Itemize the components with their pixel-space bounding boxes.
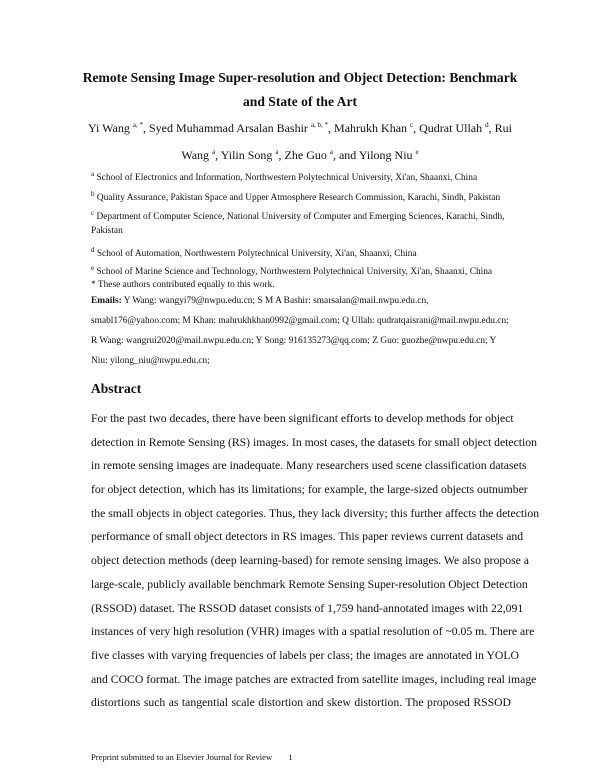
author-mark: e	[415, 148, 419, 156]
author-mark: a	[212, 148, 216, 156]
abstract-line: for object detection, which has its limitations; for example, the large-sized objects outnumber	[91, 483, 528, 497]
author-line: Yi Wang $^{a, *}$, Syed Muhammad Arsalan Bashir $^{a, b, *}$, Mahrukh Khan $^c$, Qudrat Ullah $^d$, Rui	[88, 121, 512, 135]
emails-label: Emails:	[91, 296, 122, 306]
affiliation	[91, 207, 531, 223]
abstract-line: the small objects in object categories. Thus, they lack diversity; this further affects the detection	[91, 506, 540, 520]
author-mark: a	[275, 148, 279, 156]
note-text: These authors contributed equally to this work.	[97, 280, 275, 290]
abstract-line: (RSSOD) dataset. The RSSOD dataset consists of 1,759 hand-annotated images with 22,091	[91, 601, 524, 615]
abstract-line: detection in Remote Sensing (RS) images. In most cases, the datasets for small object detection	[91, 435, 537, 449]
affiliation	[91, 244, 531, 260]
title-line: and State of the Art	[242, 94, 358, 109]
affiliation-text: School of Electronics and Information, Northwestern Polytechnical University, Xi'an, Shaanxi, China	[96, 173, 478, 184]
author-mark: a	[329, 148, 333, 156]
affiliation	[91, 262, 531, 278]
author-list	[70, 113, 530, 167]
abstract-line: performance of small object detectors in RS images. This paper reviews current datasets and	[91, 530, 524, 544]
paper-title	[70, 66, 530, 114]
email-line: R Wang: wangrui2020@mail.nwpu.edu.cn; Y Song: 916135273@qq.com; Z Guo: guozhe@nwpu.edu.cn; Y	[91, 336, 497, 346]
affiliation-text: Department of Computer Science, National University of Computer and Emerging Sciences, Karachi, Sindh,	[96, 212, 505, 223]
abstract-line: object detection methods (deep learning-based) for remote sensing images. We also propose a	[91, 554, 529, 568]
affiliation-mark: e	[91, 264, 95, 272]
author-mark: d	[485, 121, 489, 129]
author: Mahrukh Khan	[334, 121, 408, 135]
author: Qudrat Ullah	[419, 121, 483, 135]
affiliation	[91, 168, 531, 184]
author: and Yilong Niu	[338, 148, 413, 162]
page-number: 1	[288, 752, 293, 762]
affiliation-mark: c	[91, 209, 95, 217]
affiliation-text: School of Automation, Northwestern Polytechnical University, Xi'an, Shaanxi, China	[96, 249, 417, 260]
abstract-line: five classes with varying frequencies of labels per class; the images are annotated in YOLO	[91, 648, 519, 662]
author-line: Wang $^a$, Yilin Song $^a$, Zhe Guo $^a$, and Yilong Niu $^e$	[181, 148, 419, 162]
abstract-line: distortions such as tangential scale distortion and skew distortion. The proposed RSSOD	[91, 696, 511, 710]
email-line	[91, 291, 541, 311]
affiliation-text: School of Marine Science and Technology, Northwestern Polytechnical University, Xi'an, Shaanxi, China	[96, 267, 493, 278]
note-mark: *	[91, 280, 96, 290]
email-line: Niu: yilong_niu@nwpu.edu.cn;	[91, 356, 210, 366]
emails	[91, 291, 541, 371]
abstract-line: in remote sensing images are inadequate. Many researchers used scene classification datasets	[91, 459, 527, 473]
abstract-line: large-scale, publicly available benchmark Remote Sensing Super-resolution Object Detection	[91, 577, 528, 591]
author-mark: c	[410, 121, 414, 129]
author: Rui	[494, 121, 512, 135]
email-line: smabl176@yahoo.com; M Khan: mahrukhkhan0992@gmail.com; Q Ullah: qudratqaisrani@mail.nwpu.edu.cn;	[91, 316, 509, 326]
author-mark: a, *	[132, 121, 143, 129]
abstract-line: For the past two decades, there have been significant efforts to develop methods for object	[91, 412, 514, 425]
abstract-body	[91, 412, 540, 720]
abstract-line: instances of very high resolution (VHR) images with a spatial resolution of ~0.05 m. There are	[91, 625, 535, 639]
equal-contribution-note	[91, 279, 531, 291]
abstract-line: and COCO format. The image patches are extracted from satellite images, including real image	[91, 672, 537, 686]
footer-text: Preprint submitted to an Elsevier Journal for Review	[91, 752, 273, 762]
email-text: Y Wang: wangyi79@nwpu.edu.cn; S M A Bashir: smarsalan@mail.nwpu.edu.cn,	[123, 296, 429, 306]
page-footer	[91, 752, 293, 762]
affiliation-mark: b	[91, 190, 95, 198]
affiliation-text: Quality Assurance, Pakistan Space and Upper Atmosphere Research Commission, Karachi, Sindh, Pakistan	[96, 193, 501, 204]
author-mark: a, b, *	[310, 121, 329, 129]
title-line: Remote Sensing Image Super-resolution and Object Detection: Benchmark	[82, 70, 518, 85]
author: Yilin Song	[220, 148, 273, 162]
affiliation-continued: Pakistan	[91, 226, 123, 236]
author: Syed Muhammad Arsalan Bashir	[148, 121, 308, 135]
author: Wang	[181, 148, 210, 162]
affiliation-mark: d	[91, 246, 95, 254]
author: Zhe Guo	[284, 148, 327, 162]
author: Yi Wang	[88, 121, 130, 135]
abstract-heading: Abstract	[91, 381, 142, 396]
affiliation-mark: a	[91, 170, 95, 178]
affiliation	[91, 188, 531, 204]
